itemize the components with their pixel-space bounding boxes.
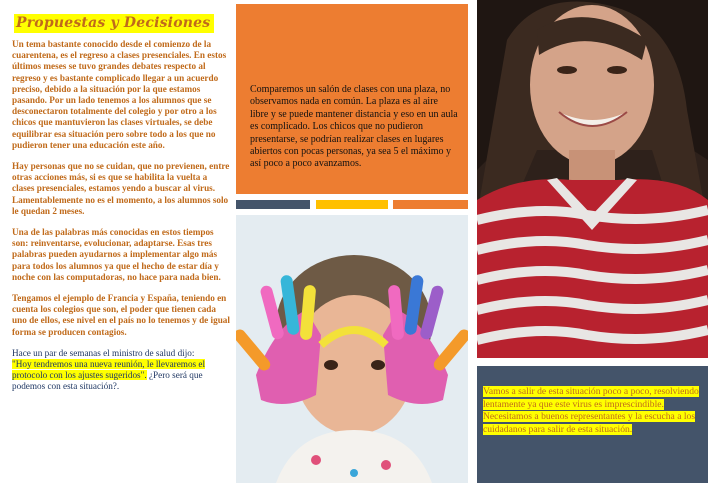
- paragraph-2: Hay personas que no se cuidan, que no previenen, entre otras acciones más, si es que se habilita la vuelta a clases presenciales, estamos yendo a buscar al virus. Lamentablemente no es el momento, a los alumnos solo le quedan 2 meses.: [12, 161, 230, 216]
- paragraph-3: Una de las palabras más conocidas en estos tiempos son: reinventarse, evolucionar, adaptarse. Esas tres palabras pueden ayudarnos a implementar algo más para todos los alumnos ya que el hecho de estar día y noche con las computadoras, no hace para nada bien.: [12, 227, 221, 282]
- divider-bar-slate: [236, 200, 310, 209]
- smiling-girl-photo: [477, 0, 708, 358]
- quote-highlight: "Hoy tendremos una nueva reunión, le llevaremos el protocolo con los ajustes sugeridos".: [12, 359, 206, 381]
- child-painted-hands-photo: [236, 215, 468, 483]
- smiling-girl-illustration: [477, 0, 708, 358]
- orange-text-box: [236, 4, 468, 194]
- quote-paragraph: [12, 348, 230, 393]
- divider-bar-gold: [316, 200, 388, 209]
- slate-box-text: Vamos a salir de esta situación poco a poco, resolviendo lentamente ya que este virus es imprescindible. Necesitamos a buenos representantes y la escucha a los cuidadanos para salir de esta situación.: [483, 386, 699, 435]
- paragraph-1: Un tema bastante conocido desde el comienzo de la cuarentena, es el regreso a clases presenciales. En estos últimos meses se tuvo grandes debates respecto al regreso y es bastante complicado llegar a un acuerdo preciso, debido a la situación por la que estamos pasando. Por un lado tenemos a los alumnos que se desconectaron totalmente del colegio y por otro a los chicos que mantuvieron las clases virtuales, se debe equilibrar esa situación pero sobre todo a los que no pudieron tener una educación este año.: [12, 39, 227, 150]
- quote-after: ¿Pero será que podemos con esta situación?.: [12, 370, 203, 392]
- left-column: [12, 14, 230, 393]
- orange-box-text: Comparemos un salón de clases con una plaza, no observamos nada en común. La plaza es al aire libre y se puede mantener distancia y eso en un aula es complicado. Los chicos que no pudieron presentarse, se podrían realizar clases en lugares abiertos con pocas personas, ya sea 5 el máximo y así poco a poco avanzamos.: [250, 84, 458, 170]
- paragraph-4: Tengamos el ejemplo de Francia y España, teniendo en cuenta los colegios que son, el poder que tienen cada uno de ellos, ese nivel en el país no lo tenemos y de igual forma se producen contagios.: [12, 293, 230, 337]
- quote-intro: Hace un par de semanas el ministro de salud dijo:: [12, 347, 195, 358]
- page-title: Propuestas y Decisiones: [14, 14, 214, 33]
- divider-bar-orange: [393, 200, 468, 209]
- child-painted-hands-illustration: [236, 215, 468, 483]
- slate-text-box: [477, 366, 708, 483]
